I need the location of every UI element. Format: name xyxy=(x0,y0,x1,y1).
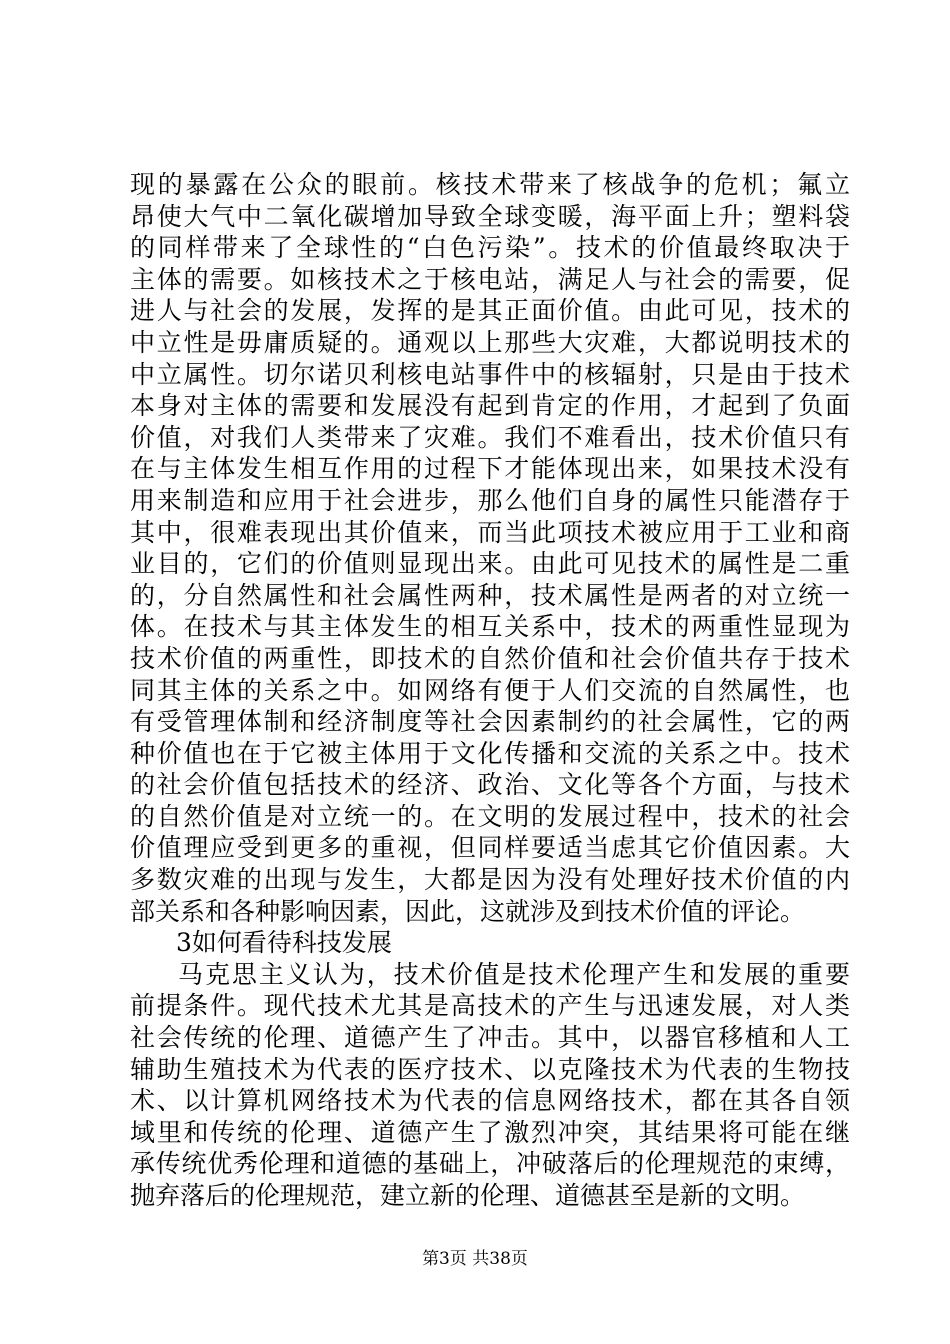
text-line: 用来制造和应用于社会进步，那么他们自身的属性只能潜存于 xyxy=(130,485,850,515)
text-line: 主体的需要。如核技术之于核电站，满足人与社会的需要，促 xyxy=(130,264,850,294)
text-line: 体。在技术与其主体发生的相互关系中，技术的两重性显现为 xyxy=(130,612,850,642)
text-line: 辅助生殖技术为代表的医疗技术、以克隆技术为代表的生物技 xyxy=(130,1054,850,1084)
text-line: 前提条件。现代技术尤其是高技术的产生与迅速发展，对人类 xyxy=(130,991,850,1021)
text-line: 社会传统的伦理、道德产生了冲击。其中，以器官移植和人工 xyxy=(130,1023,850,1053)
text-line: 的同样带来了全球性的“白色污染”。技术的价值最终取决于 xyxy=(130,233,850,263)
section-heading: 3如何看待科技发展 xyxy=(176,928,392,958)
text-line: 域里和传统的伦理、道德产生了激烈冲突，其结果将可能在继 xyxy=(130,1117,850,1147)
text-line: 的社会价值包括技术的经济、政治、文化等各个方面，与技术 xyxy=(130,770,850,800)
text-line: 其中，很难表现出其价值来，而当此项技术被应用于工业和商 xyxy=(130,517,850,547)
text-line: 同其主体的关系之中。如网络有便于人们交流的自然属性，也 xyxy=(130,675,850,705)
text-line: 部关系和各种影响因素，因此，这就涉及到技术价值的评论。 xyxy=(130,896,806,926)
text-line: 抛弃落后的伦理规范，建立新的伦理、道德甚至是新的文明。 xyxy=(130,1181,806,1210)
text-line: 马克思主义认为，技术价值是技术伦理产生和发展的重要 xyxy=(178,959,850,989)
text-line: 种价值也在于它被主体用于文化传播和交流的关系之中。技术 xyxy=(130,738,850,768)
text-line: 价值理应受到更多的重视，但同样要适当虑其它价值因素。大 xyxy=(130,833,850,863)
text-line: 多数灾难的出现与发生，大都是因为没有处理好技术价值的内 xyxy=(130,865,850,895)
text-line: 业目的，它们的价值则显现出来。由此可见技术的属性是二重 xyxy=(130,549,850,579)
text-line: 昂使大气中二氧化碳增加导致全球变暖，海平面上升；塑料袋 xyxy=(130,201,850,231)
document-body xyxy=(130,169,850,1212)
text-line: 本身对主体的需要和发展没有起到肯定的作用，才起到了负面 xyxy=(130,391,850,421)
text-line: 在与主体发生相互作用的过程下才能体现出来，如果技术没有 xyxy=(130,454,850,484)
text-line: 术、以计算机网络技术为代表的信息网络技术，都在其各自领 xyxy=(130,1086,850,1116)
page-footer: 第3页 共38页 xyxy=(422,1249,528,1269)
text-line: 中立性是毋庸质疑的。通观以上那些大灾难，大都说明技术的 xyxy=(130,327,850,357)
text-line: 价值，对我们人类带来了灾难。我们不难看出，技术价值只有 xyxy=(130,422,850,452)
text-line: 中立属性。切尔诺贝利核电站事件中的核辐射，只是由于技术 xyxy=(130,359,850,389)
text-line: 的，分自然属性和社会属性两种，技术属性是两者的对立统一 xyxy=(130,580,850,610)
text-line: 有受管理体制和经济制度等社会因素制约的社会属性，它的两 xyxy=(130,707,850,737)
text-line: 的自然价值是对立统一的。在文明的发展过程中，技术的社会 xyxy=(130,801,850,831)
text-line: 承传统优秀伦理和道德的基础上，冲破落后的伦理规范的束缚， xyxy=(130,1149,850,1179)
text-line: 技术价值的两重性，即技术的自然价值和社会价值共存于技术 xyxy=(130,643,850,673)
text-line: 现的暴露在公众的眼前。核技术带来了核战争的危机；氟立 xyxy=(130,170,850,199)
text-line: 进人与社会的发展，发挥的是其正面价值。由此可见，技术的 xyxy=(130,296,850,326)
